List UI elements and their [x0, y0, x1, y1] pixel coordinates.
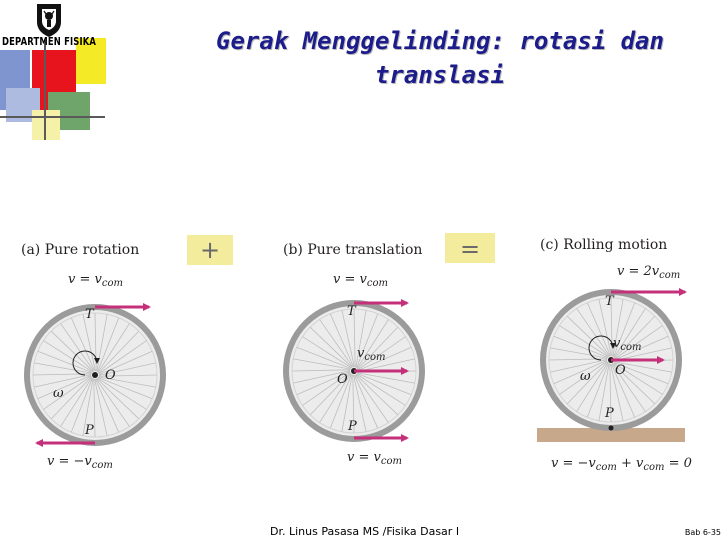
department-label: DEPARTMEN FISIKA: [2, 36, 97, 48]
slide-title: [160, 24, 720, 92]
slide-title-line2: translasi: [374, 61, 506, 89]
contact-point-c: [609, 426, 614, 431]
point-O-b: O: [337, 372, 348, 387]
panel-c-top-equation: $v = 2v_{com}$: [617, 264, 681, 281]
panel-pure-translation: [283, 242, 422, 467]
panel-a-top-equation: $v = v_{com}$: [68, 272, 123, 289]
footer-author: Dr. Linus Pasasa MS /Fisika Dasar I: [270, 525, 460, 538]
wheel-a: [27, 307, 163, 443]
deco-horizontal-line: [0, 116, 105, 118]
point-P-b: P: [348, 419, 357, 434]
deco-vertical-line: [44, 40, 46, 140]
institution-crest-icon: [34, 2, 64, 38]
panel-b-bottom-equation: $v = v_{com}$: [347, 450, 402, 467]
panel-b-top-equation: $v = v_{com}$: [333, 272, 388, 289]
equals-sign: =: [459, 235, 481, 263]
point-O-c: O: [615, 363, 626, 378]
panel-c-title: (c) Rolling motion: [540, 237, 668, 253]
panel-c-bottom-equation: $v = -v_{com} + v_{com} = 0$: [551, 456, 692, 473]
point-O-a: O: [105, 368, 116, 383]
plus-sign: +: [199, 236, 221, 264]
panel-c-center-equation: $v_{com}$: [613, 336, 642, 353]
panel-rolling-motion: [537, 237, 692, 473]
panel-a-title: (a) Pure rotation: [21, 242, 140, 258]
deco-paleyellow-block: [32, 110, 60, 140]
rolling-motion-figure: [15, 225, 700, 485]
page-number: Bab 6-35: [684, 528, 721, 537]
panel-pure-rotation: [21, 242, 163, 471]
rolling-motion-diagram: [15, 225, 700, 485]
point-P-c: P: [605, 406, 614, 421]
panel-b-title: (b) Pure translation: [283, 242, 423, 258]
point-T-a: T: [85, 307, 94, 322]
point-P-a: P: [85, 423, 94, 438]
omega-label-c: ω: [580, 369, 591, 384]
slide-title-line1: Gerak Menggelinding: rotasi dan: [216, 27, 664, 55]
panel-b-center-equation: $v_{com}$: [357, 346, 386, 363]
omega-label-a: ω: [53, 386, 64, 401]
point-T-c: T: [605, 294, 614, 309]
point-T-b: T: [347, 304, 356, 319]
panel-a-bottom-equation: $v = -v_{com}$: [47, 454, 113, 471]
